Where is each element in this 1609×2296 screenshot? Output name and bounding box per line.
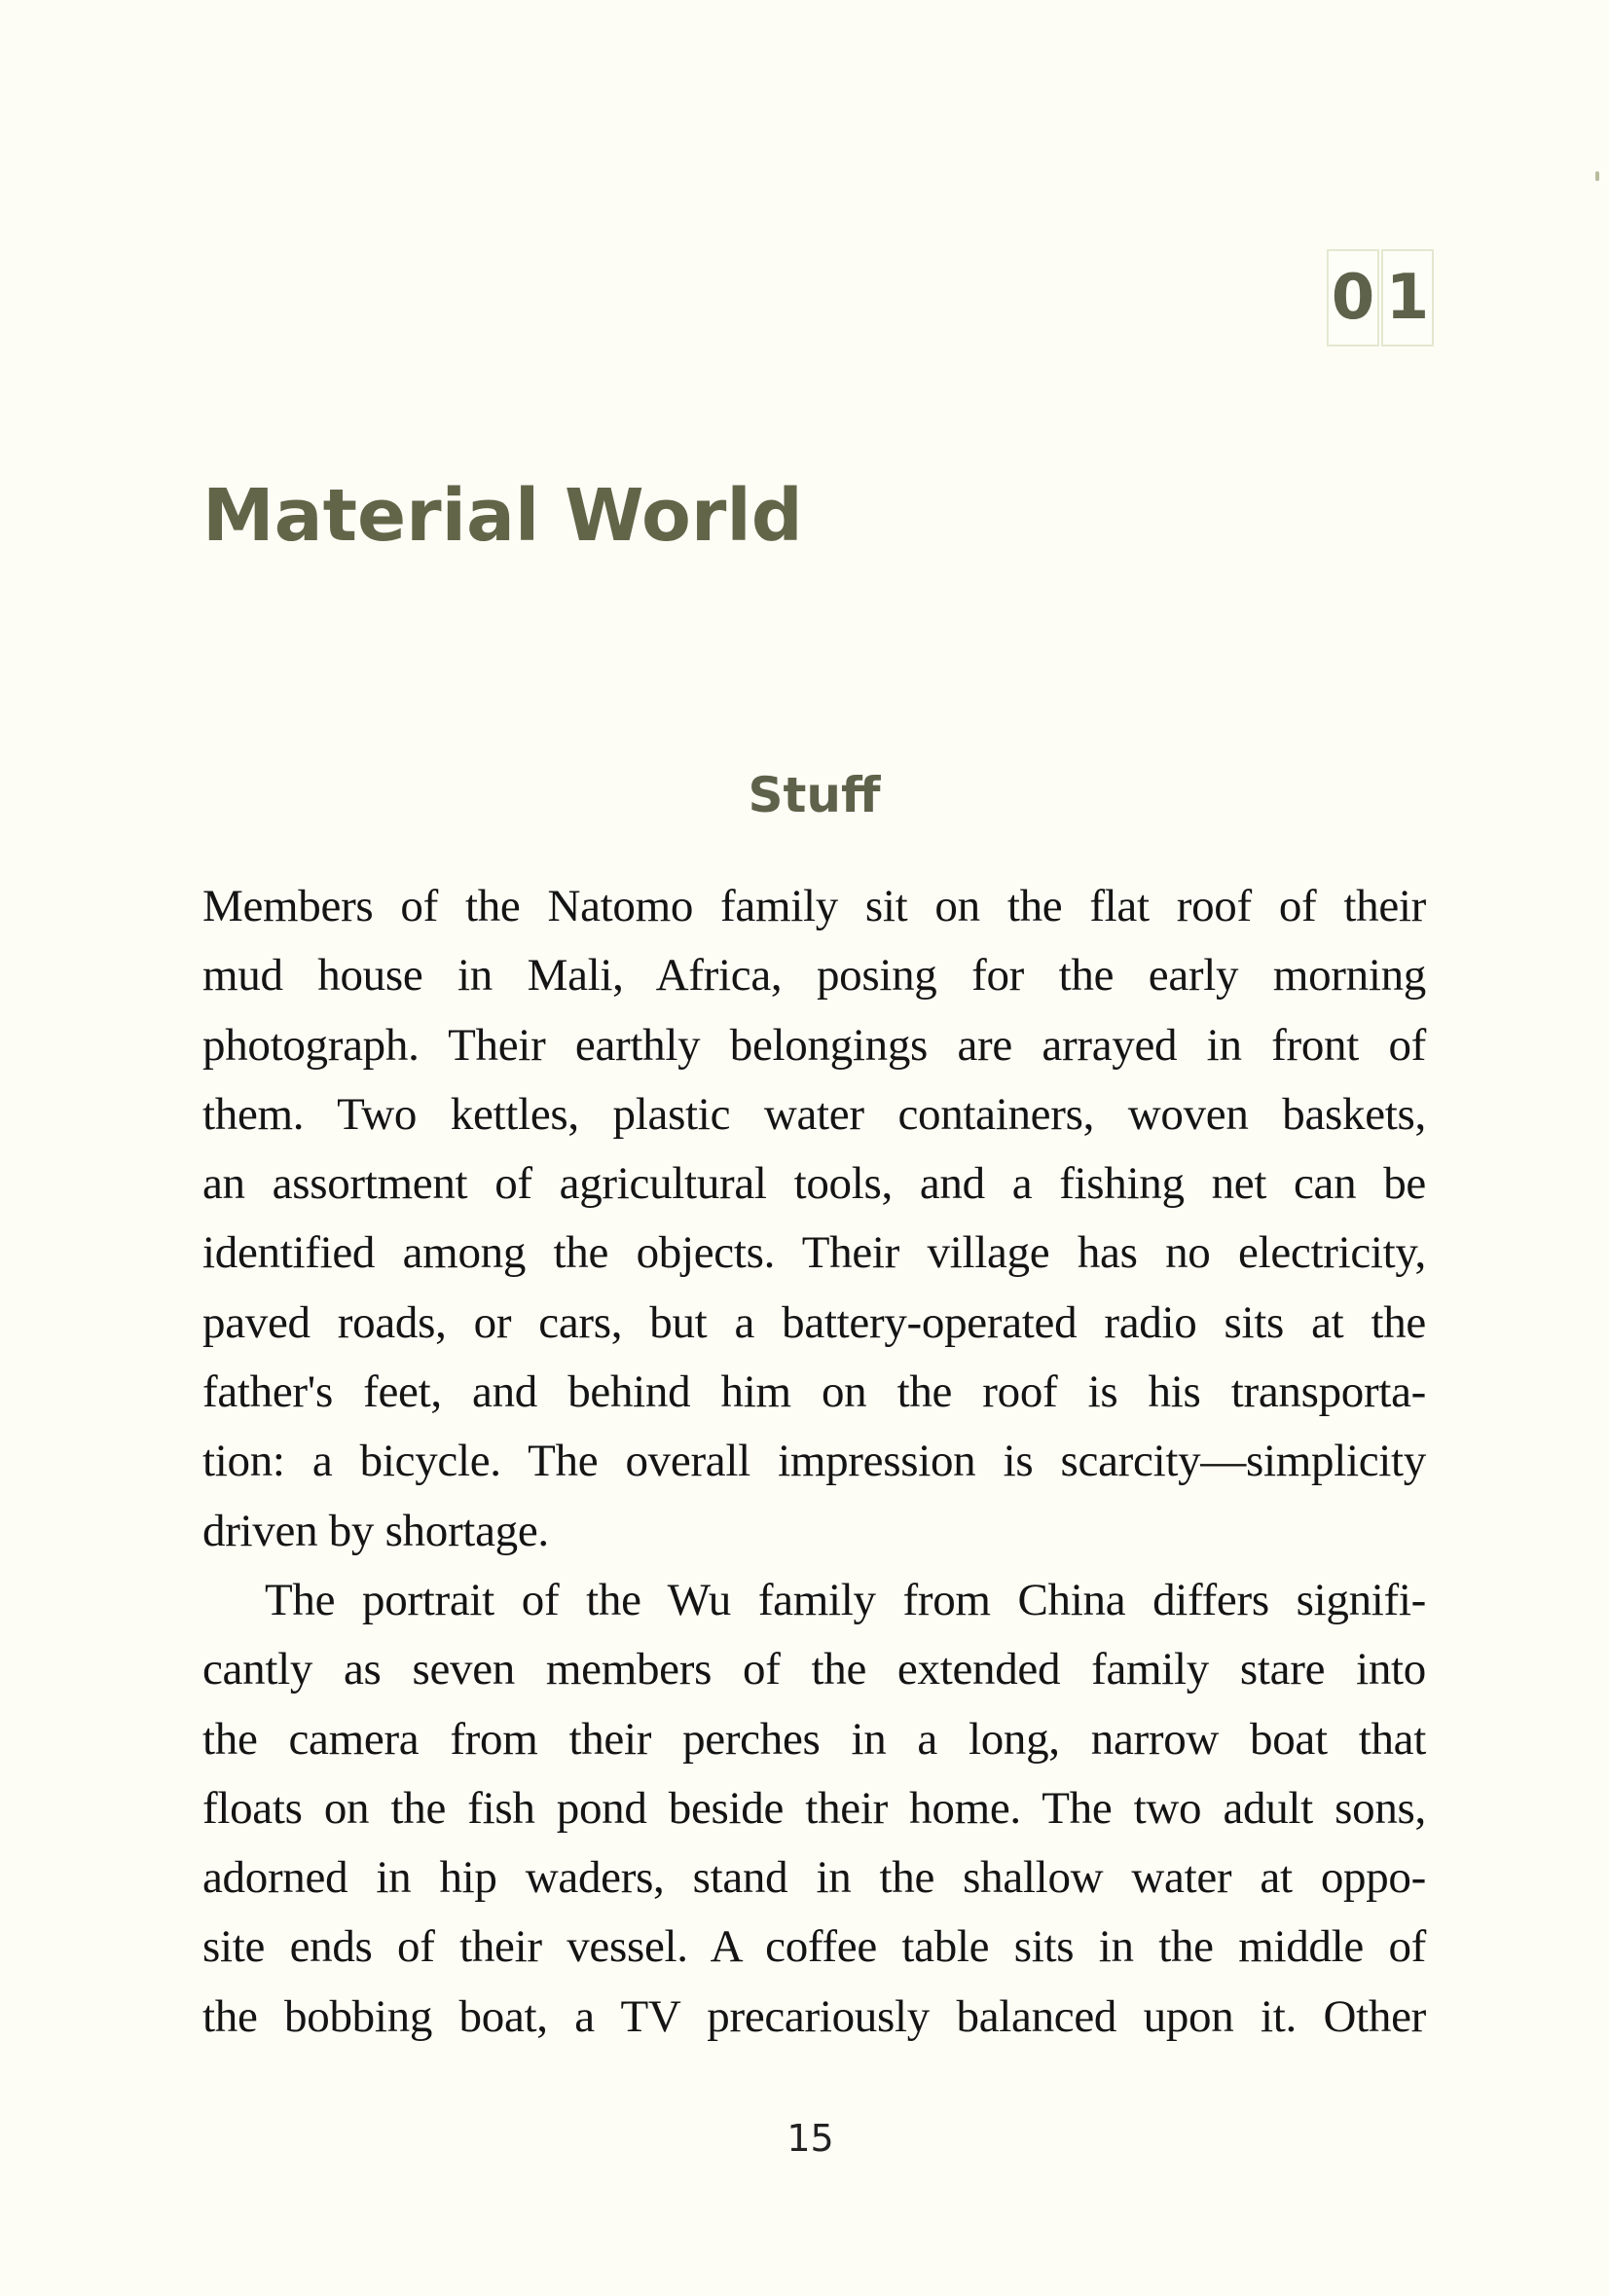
text-line: the camera from their perches in a long, narrow boat that bbox=[202, 1713, 1426, 1765]
text-line: tion: a bicycle. The overall impression is scarcity—simplicity bbox=[202, 1436, 1426, 1487]
scan-speck bbox=[1595, 171, 1599, 181]
page-number: 15 bbox=[786, 2117, 834, 2160]
text-line: Members of the Natomo family sit on the flat roof of their bbox=[202, 881, 1426, 931]
text-line: adorned in hip waders, stand in the shallow water at oppo- bbox=[202, 1852, 1426, 1904]
text-line: cantly as seven members of the extended family stare into bbox=[202, 1644, 1426, 1695]
section-title: Stuff bbox=[748, 767, 881, 823]
body-text bbox=[202, 872, 1426, 2052]
paragraph bbox=[202, 1566, 1426, 2052]
text-line: mud house in Mali, Africa, posing for the early morning bbox=[202, 950, 1426, 1002]
text-line: The portrait of the Wu family from China differs signifi- bbox=[265, 1574, 1426, 1625]
paragraph bbox=[202, 872, 1426, 1566]
text-line: site ends of their vessel. A coffee table sits in the middle of bbox=[202, 1921, 1426, 1973]
text-line: photograph. Their earthly belongings are arrayed in front of bbox=[202, 1019, 1426, 1071]
text-line: them. Two kettles, plastic water containers, woven baskets, bbox=[202, 1088, 1426, 1140]
chapter-number bbox=[1327, 249, 1434, 346]
text-line: father's feet, and behind him on the roof is his transporta- bbox=[202, 1367, 1426, 1418]
text-line: paved roads, or cars, but a battery-operated radio sits at the bbox=[202, 1296, 1426, 1348]
text-line: driven by shortage. bbox=[202, 1505, 549, 1556]
text-line: an assortment of agricultural tools, and a fishing net can be bbox=[202, 1158, 1426, 1210]
text-line: the bobbing boat, a TV precariously balanced upon it. Other bbox=[202, 1990, 1426, 2042]
chapter-title: Material World bbox=[202, 474, 803, 558]
chapter-number-digit: 1 bbox=[1381, 249, 1434, 346]
text-line: floats on the fish pond beside their home. The two adult sons, bbox=[202, 1782, 1426, 1834]
chapter-number-digit: 0 bbox=[1327, 249, 1379, 346]
text-line: identified among the objects. Their village has no electricity, bbox=[202, 1227, 1426, 1279]
